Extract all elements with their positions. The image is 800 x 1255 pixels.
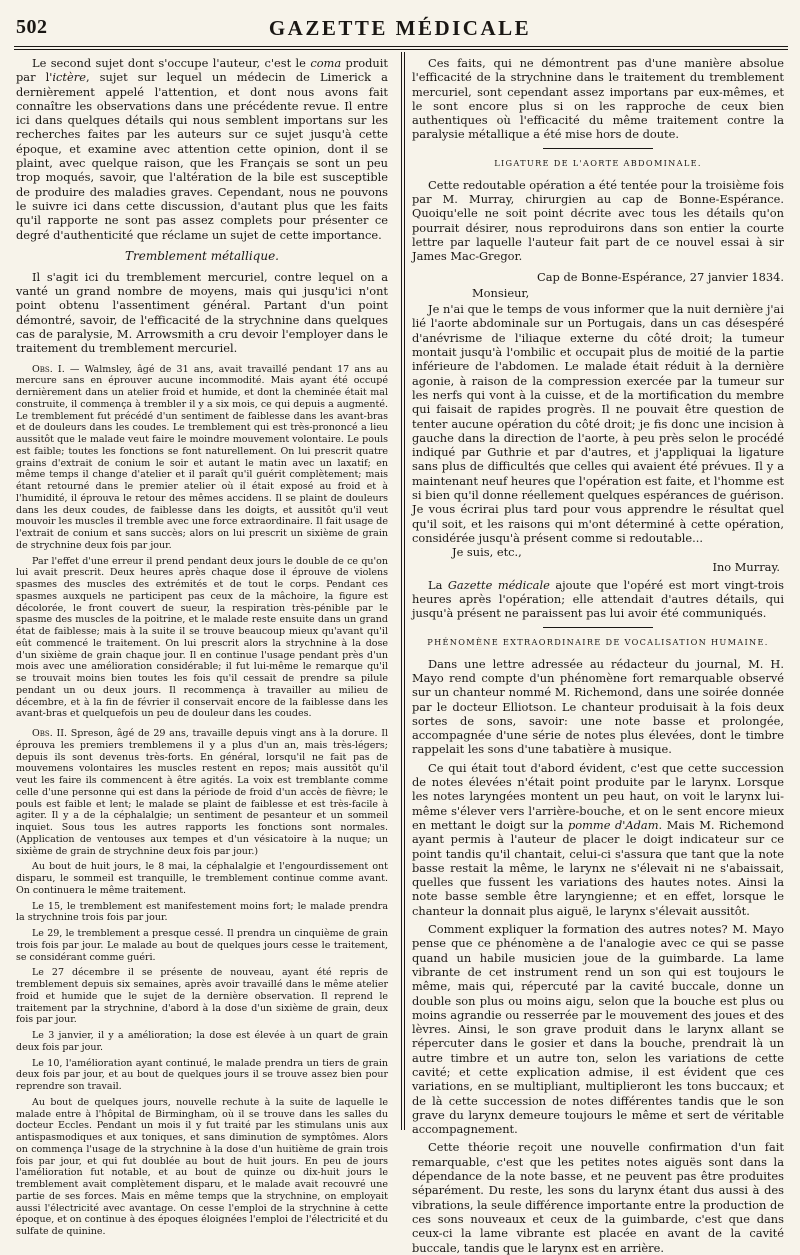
obs1-label: Obs. I.	[32, 363, 65, 375]
obs2-text: Spreson, âgé de 29 ans, travaille depuis vingt ans à la dorure. Il éprouva les premiers tremblemens il y a plus d'un an, mais très-légers; depuis ils sont devenus très-forts. En général, lorsqu'il ne fait pas de mouvemens volontaires les muscles restent en repos; mais aussitôt qu'il veut les faire ils commencent à être agités. La voix est tremblante comme celle d'une personne qui est dans la période de froid d'un accès de fièvre; le pouls est faible et lent; le malade se plaint de faiblesse et est très-facile à agiter. Il y a de la céphalalgie; un sentiment de pesanteur et un sommeil inquiet. Sous tous les autres rapports les fonctions sont normales. (Application de ventouses aux tempes et d'un vésicatoire à la nuque; un sixième de grain de strychnine deux fois par jour.)	[16, 728, 388, 857]
obs2-followup-a: Au bout de huit jours, le 8 mai, la céphalalgie et l'engourdissement ont disparu, le sommeil est tranquille, le tremblement continue comme avant. On continuera le même traitement.	[16, 861, 388, 896]
gazette-note	[412, 578, 784, 621]
vocalisation-intro: Dans une lettre adressée au rédacteur du journal, M. H. Mayo rend compte d'un phénomène fort remarquable observé sur un chanteur nommé M. Richemond, dans une soirée donnée par le docteur Elliotson. Le chanteur produisait à la fois deux sortes de sons, savoir: une note basse et prolongée, accompagnée d'une série de notes plus élevées, dont le timbre rappelait les sons d'une tabatière à musique.	[412, 656, 784, 757]
left-column	[16, 56, 388, 1238]
obs2-followup-e: Le 3 janvier, il y a amélioration; la dose est élevée à un quart de grain deux fois par jour.	[16, 1030, 388, 1053]
intro-coma: coma	[310, 56, 342, 70]
section-heading-vocalisation: PHÉNOMÈNE EXTRAORDINAIRE DE VOCALISATION HUMAINE.	[427, 636, 769, 647]
intro-text-a: Le second sujet dont s'occupe l'auteur, c'est le	[32, 56, 311, 70]
observation-1	[16, 364, 388, 552]
aorte-intro: Cette redoutable opération a été tentée pour la troisième fois par M. Murray, chirurgien au cap de Bonne-Espérance. Quoiqu'elle ne soit point décrite avec tous les détails qu'on pourrait désirer, nous reproduirons dans son entier la courte lettre par laquelle l'auteur fait part de ce nouvel essai à sir James Mac-Gregor.	[412, 177, 784, 264]
header-rule-double	[14, 49, 788, 50]
letter-salutation: Monsieur,	[472, 285, 530, 300]
page-header	[14, 14, 786, 40]
section-rule-2	[543, 627, 653, 628]
header-rule	[14, 46, 788, 47]
p4-text-b: . Mais M. Richemond ayant permis à l'auteur de placer le doigt indicateur sur ce point tandis qu'il chantait, celui-ci s'assura que tant que la note basse restait la même, le larynx ne s'élevait ni ne s'abaissait, quelles que fussent les variations des hautes notes. Ainsi la note basse semble être laryngienne; et en effet, lorsque le chanteur la donnait plus aiguë, le larynx s'élevait aussitôt.	[412, 817, 785, 918]
vocalisation-larynx	[412, 761, 784, 918]
obs1-text: — Walmsley, âgé de 31 ans, avait travaillé pendant 17 ans au mercure sans en éprouver aucune incommodité. Mais ayant été occupé dernièrement dans un atelier froid et humide, et dont la cheminée était mal construite, il commença à trembler il y a six mois, ce qui depuis a augmenté. Le tremblement fut précédé d'un sentiment de faiblesse dans les avant-bras et de douleurs dans les coudes. Le tremblement qui est très-prononcé a lieu aussitôt que le malade veut faire le moindre mouvement volontaire. Le pouls est faible; toutes les fonctions se font naturellement. On lui prescrit quatre grains d'extrait de conium le soir et autant le matin avec un laxatif; en même temps il change d'atelier et il paraît qu'il guérit complètement; mais étant retourné dans le premier atelier où il était exposé au froid et à l'humidité, il éprouva le retour des mêmes accidens. Il se plaint de douleurs dans les deux coudes, de faiblesse dans les doigts, et aussitôt qu'il veut mouvoir les muscles il tremble avec une force extraordinaire. Il fait usage de l'extrait de conium et sans succès; alors on lui prescrit un sixième de grain de strychnine deux fois par jour.	[16, 363, 388, 551]
gazette-note-b: ajoute que l'opéré est mort vingt-trois heures après l'opération; elle attendait d'autres détails, qui jusqu'à présent ne paraissent pas lui avoir été communiqués.	[412, 577, 785, 621]
obs2-followup-b: Le 15, le tremblement est manifestement moins fort; le malade prendra la strychnine trois fois par jour.	[16, 900, 388, 924]
subheading-tremblement: Tremblement métallique.	[125, 248, 279, 263]
vocalisation-guimbarde: Comment expliquer la formation des autres notes? M. Mayo pense que ce phénomène a de l'analogie avec ce qui se passe quand un habile musicien joue de la guimbarde. La lame vibrante de cet instrument rend un son qui est toujours le même, mais qui, répercuté par la cavité buccale, donne un double son plus ou moins aigu, selon que la bouche est plus ou moins agrandie ou resserrée par le mouvement des joues et des lèvres. Ainsi, le son grave produit dans le larynx allant se répercuter dans le gosier et dans la bouche, prendrait là un autre timbre et un autre ton, selon les variations de cette cavité; et cette explication admise, il est évident que ces variations, en se multipliant, multiplieront les tons buccaux; et de là cette succession de notes différentes tandis que le son grave du larynx demeure toujours le même et sert de véritable accompagnement.	[412, 922, 784, 1137]
observation-2	[16, 728, 388, 857]
right-column	[412, 56, 785, 1255]
intro-text-b: produit par l'	[16, 56, 388, 85]
strychnine-conclusion: Ces faits, qui ne démontrent pas d'une manière absolue l'efficacité de la strychnine dans le traitement du tremblement mercuriel, sont cependant assez importans par eux-mêmes, et le sont encore plus si on les rapproche de ceux bien authentiques où l'efficacité du même traitement contre la paralysie métallique a été mise hors de doute.	[412, 56, 784, 142]
section-rule	[543, 148, 653, 149]
column-divider-double	[404, 52, 405, 1130]
p4-text-a: Ce qui était tout d'abord évident, c'est que cette succession de notes élevées n'était point produite par le larynx. Lorsque les notes laryngées montent un peu haut, on voit le larynx lui-même s'élever vers l'arrière-bouche, et on le sent encore mieux en mettant le doigt sur la	[412, 760, 784, 832]
page-number: 502	[16, 16, 48, 38]
p4-pomme: pomme d'Adam	[567, 817, 659, 832]
page-title: GAZETTE MÉDICALE	[268, 16, 532, 40]
intro-text-c: , sujet sur lequel un médecin de Limerick a dernièrement appelé l'attention, et dont nous avons fait connaître les observations dans une précédente revue. Il entre ici dans quelques détails qui nous semblent importans sur les recherches faites par les auteurs sur ce sujet jusqu'à cette époque, et examine avec attention cette opinion, dont il se plaint, avec quelque raison, que les Français se sont un peu trop moqués, savoir, que l'altération de la bile est susceptible de produire des maladies graves. Cependant, nous ne pouvons le suivre ici dans cette discussion, d'autant plus que les faits qu'il rapporte ne sont pas assez complets pour présenter ce degré d'authenticité que réclame un sujet de cette importance.	[16, 70, 388, 242]
observation-1-continued: Par l'effet d'une erreur il prend pendant deux jours le double de ce qu'on lui avait prescrit. Deux heures après chaque dose il éprouve de violens spasmes des muscles des extrémités et de tout le corps. Pendant ces spasmes auxquels ne participent pas ceux de la mâchoire, la figure est décolorée, le front couvert de sueur, la respiration très-pénible par le spasme des muscles de la poitrine, et le malade reste ensuite dans un grand état de faiblesse; mais à la suite il se trouve beaucoup mieux qu'avant qu'il eût commencé le traitement. On lui prescrit alors la strychnine à la dose d'un sixième de grain chaque jour. Il en continue l'usage pendant près d'un mois avec une amélioration considérable; il fut lui-même le remarque qu'il se trouvait moins bien toutes les fois qu'il cessait de prendre sa pilule pendant un ou deux jours. Il recommença à travailler au milieu de décembre, et à la fin de février il conservait encore de la faiblesse dans les avant-bras et quelquefois un peu de douleur dans les coudes.	[16, 555, 388, 720]
letter-signature: Ino Murray.	[712, 559, 780, 574]
letter-dateline: Cap de Bonne-Espérance, 27 janvier 1834.	[537, 269, 784, 284]
column-divider	[401, 52, 402, 1130]
gazette-note-a: La	[428, 577, 448, 592]
intro-paragraph	[16, 56, 388, 242]
obs2-followup-d: Le 27 décembre il se présente de nouveau, ayant été repris de tremblement depuis six semaines, après avoir travaillé dans le même atelier froid et humide que le sujet de la dernière observation. Il reprend le traitement par la strychnine, d'abord à la dose d'un sixième de grain, deux fois par jour.	[16, 967, 388, 1026]
tremblement-intro: Il s'agit ici du tremblement mercuriel, contre lequel on a vanté un grand nombre de moyens, mais qui jusqu'ici n'ont point obtenu l'assentiment général. Partant d'un point démontré, savoir, de l'efficacité de la strychnine dans quelques cas de paralysie, M. Arrowsmith a cru devoir l'employer dans le traitement du tremblement mercuriel.	[16, 269, 388, 356]
letter-closing: Je suis, etc.,	[452, 545, 522, 560]
obs2-followup-f: Le 10, l'amélioration ayant continué, le malade prendra un tiers de grain deux fois par jour, et au bout de quelques jours il se trouve assez bien pour reprendre son travail.	[16, 1057, 388, 1093]
obs2-label: Obs. II.	[32, 728, 67, 740]
obs2-followup-c: Le 29, le tremblement a presque cessé. Il prendra un cinquième de grain trois fois par jour. Le malade au bout de quelques jours cesse le traitement, se considérant comme guéri.	[16, 928, 388, 963]
vocalisation-theorie: Cette théorie reçoit une nouvelle confirmation d'un fait remarquable, c'est que les petites notes aiguës sont dans la dépendance de la note basse, et ne peuvent pas être produites séparément. Du reste, les sons du larynx étant dus aussi à des vibrations, la seule différence importante entre la production de ces sons nouveaux et ceux de la guimbarde, c'est que dans ceux-ci la lame vibrante est placée en avant de la cavité buccale, tandis que le larynx est en arrière.	[412, 1140, 784, 1255]
section-heading-aorte: LIGATURE DE L'AORTE ABDOMINALE.	[494, 157, 702, 168]
gazette-name: Gazette médicale	[447, 577, 550, 592]
obs2-followup-g: Au bout de quelques jours, nouvelle rechute à la suite de laquelle le malade entre à l'hôpital de Birmingham, où il se trouve dans les salles du docteur Eccles. Pendant un mois il y fut traité par les stimulans unis aux antispasmodiques et aux toniques, et sans diminution de symptômes. Alors on commença l'usage de la strychnine à la dose d'un huitième de grain trois fois par jour, et qui fut doublée au bout de huit jours. En peu de jours l'amélioration fut notable, et au bout de quinze ou dix-huit jours le tremblement avait complètement disparu, et le malade avait recouvré une partie de ses forces. Mais en même temps que la strychnine, on employait aussi l'électricité avec avantage. On cesse l'emploi de la strychnine à cette époque, et on continue à des époques éloignées l'emploi de l'électricité et du sulfate de quinine.	[16, 1096, 388, 1238]
letter-body: Je n'ai que le temps de vous informer que la nuit dernière j'ai lié l'aorte abdominale sur un Portugais, dans un cas désespéré d'anévrisme de l'iliaque externe du côté droit; la tumeur montait jusqu'à l'ombilic et occupait plus de moitié de la partie inférieure de l'abdomen. Le malade était réduit à la dernière agonie, à raison de la compression exercée par la tumeur sur les nerfs qui vont à la cuisse, et de la mortification du membre qui faisait de rapides progrès. Il ne pouvait être question de tenter aucune opération du côté droit; je fis donc une incision à gauche dans la direction de l'aorte, à peu près selon le procédé indiqué par Guthrie et par d'autres, et j'appliquai la ligature sans plus de difficultés que celles qui avaient été prévues. Il y a maintenant neuf heures que l'opération est faite, et l'homme est si bien qu'il donne réellement quelques espérances de guérison. Je vous écrirai plus tard pour vous apprendre le résultat quel qu'il soit, et les raisons qui m'ont déterminé à cette opération, considérée jusqu'à présent comme si redoutable...	[412, 302, 785, 545]
intro-ictere: ictère	[52, 70, 86, 85]
